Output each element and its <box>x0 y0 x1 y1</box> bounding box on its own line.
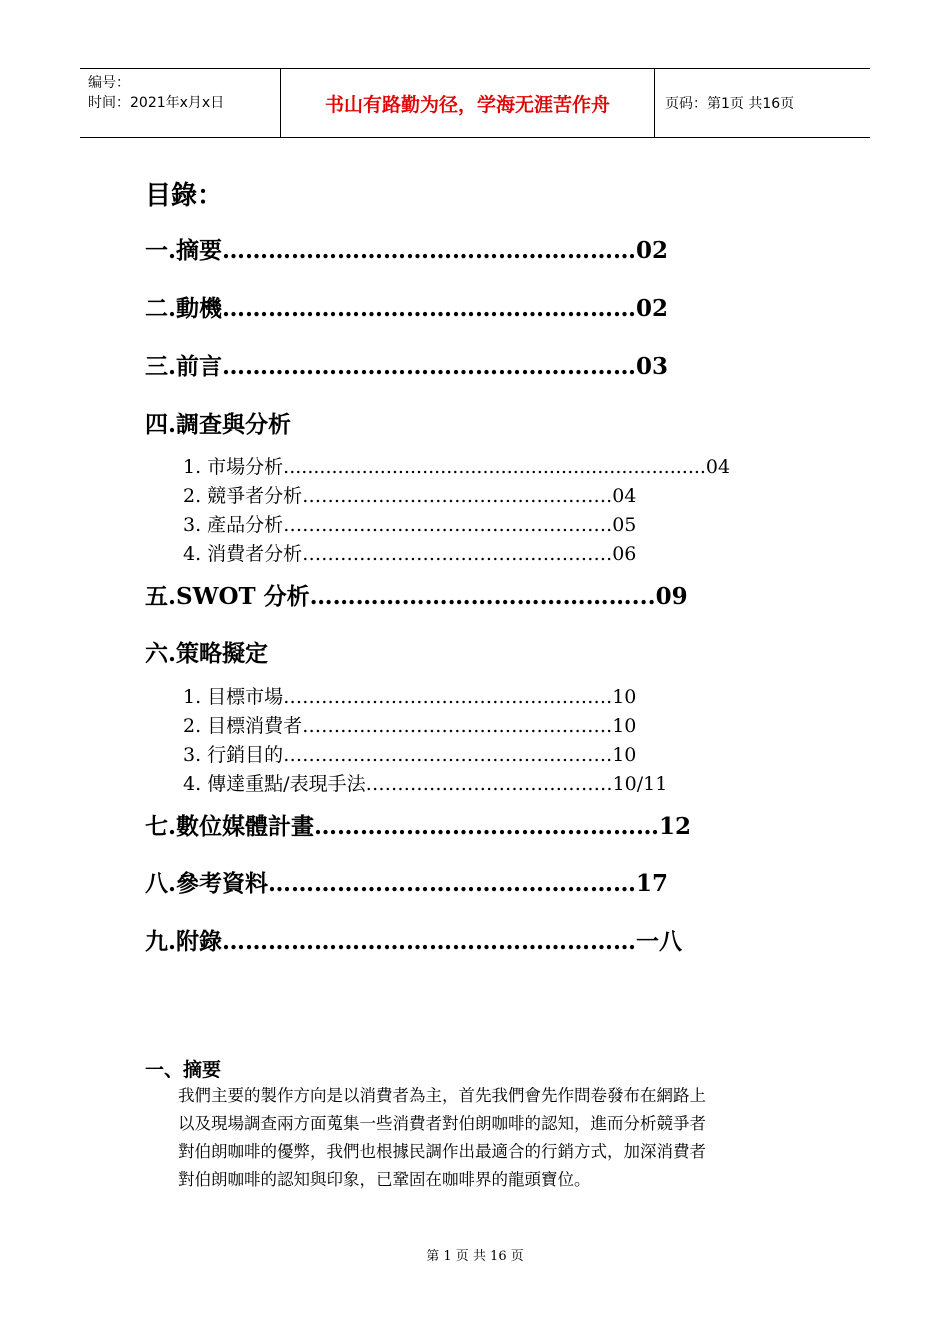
paragraph-line: 對伯朗咖啡的認知與印象，已鞏固在咖啡界的龍頭寶位。 <box>178 1170 591 1189</box>
toc-subentry: 2. 目標消費者………………………………………….10 <box>183 715 637 737</box>
toc-entry-digital-media: 七.數位媒體計畫………………………………………12 <box>145 813 692 840</box>
page-footer: 第 1 页 共 16 页 <box>426 1249 524 1264</box>
header-motto: 书山有路勤为径，学海无涯苦作舟 <box>281 69 655 137</box>
section-heading-summary: 一、摘要 <box>145 1059 222 1081</box>
toc-entry-motivation: 二.動機………………………………………………02 <box>145 295 669 322</box>
toc-subentry: 4. 傳達重點/表現手法…………………………………10/11 <box>183 773 668 795</box>
document-number-label: 编号： <box>88 75 130 91</box>
header-meta <box>80 69 281 137</box>
toc-entry-strategy: 六.策略擬定 <box>145 640 269 667</box>
document-date-label: 时间：2021年x月x日 <box>88 95 225 111</box>
toc-title: 目錄： <box>145 181 224 211</box>
toc-entry-appendix: 九.附錄………………………………………………一八 <box>145 928 683 955</box>
page-header <box>80 68 870 138</box>
toc-entry-preface: 三.前言………………………………………………03 <box>145 353 669 380</box>
toc-entry-swot: 五.SWOT 分析……………………………………...09 <box>145 583 688 610</box>
toc-subentry: 1. 目標市場…………………………………………….10 <box>183 686 637 708</box>
toc-subentry: 3. 行銷目的…………………………………………….10 <box>183 744 637 766</box>
toc-subentry: 2. 競爭者分析………………………………………….04 <box>183 485 637 507</box>
toc-entry-summary: 一.摘要………………………………………………02 <box>145 237 669 264</box>
paragraph-line: 以及現場調查兩方面蒐集一些消費者對伯朗咖啡的認知，進而分析競爭者 <box>178 1114 706 1133</box>
toc-subentry: 4. 消費者分析………………………………………….06 <box>183 543 637 565</box>
paragraph-line: 對伯朗咖啡的優弊，我們也根據民調作出最適合的行銷方式，加深消費者 <box>178 1142 706 1161</box>
header-page-info: 页码：第1页 共16页 <box>665 96 795 112</box>
summary-paragraph <box>178 1082 808 1194</box>
toc-subentry: 1. 市場分析......................................................................04 <box>183 456 731 478</box>
paragraph-line: 我們主要的製作方向是以消費者為主，首先我們會先作問卷發布在網路上 <box>178 1086 706 1105</box>
toc-subentry: 3. 產品分析…………………………………………….05 <box>183 514 637 536</box>
toc-entry-references: 八.參考資料…………………………………………17 <box>145 870 669 897</box>
toc-entry-survey-analysis: 四.調查與分析 <box>145 411 292 438</box>
